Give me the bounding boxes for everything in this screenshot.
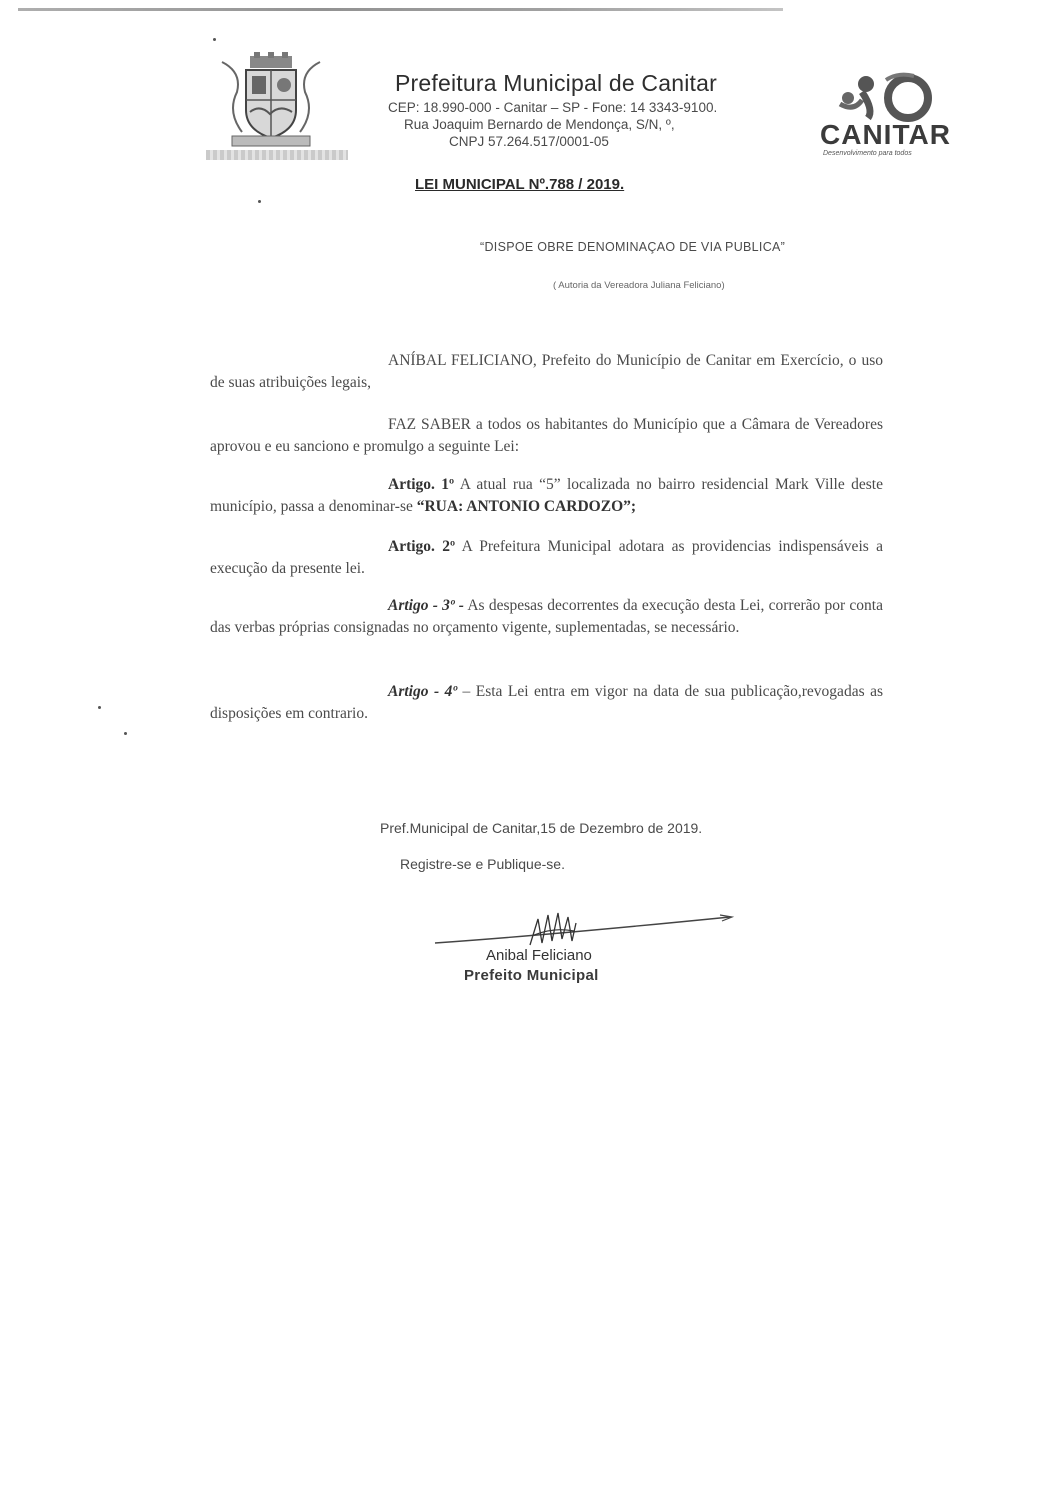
article-1-label: Artigo. 1º (388, 476, 455, 493)
scan-top-border (18, 8, 783, 11)
law-ementa: “DISPOE OBRE DENOMINAÇAO DE VIA PUBLICA” (480, 240, 786, 254)
article-3-label: Artigo - 3º - (388, 597, 464, 614)
article-2-label: Artigo. 2º (388, 538, 456, 555)
article-1-text: A atual rua “5” localizada no bairro residencial Mark Ville deste município, passa a denominar-se (210, 476, 883, 515)
faz-saber-paragraph: FAZ SABER a todos os habitantes do Município que a Câmara de Vereadores aprovou e eu sanciono e promulgo a seguinte Lei: (210, 416, 883, 455)
article-1 (210, 474, 883, 518)
logo-wordmark: CANITAR (820, 119, 951, 150)
municipality-title: Prefeitura Municipal de Canitar (395, 70, 717, 96)
signing-date: Pref.Municipal de Canitar,15 de Dezembro de 2019. (380, 820, 703, 836)
article-2 (210, 536, 883, 580)
registre-publique: Registre-se e Publique-se. (400, 856, 565, 872)
header-address: Rua Joaquim Bernardo de Mendonça, S/N, º, (404, 117, 675, 132)
article-3 (210, 595, 883, 639)
scan-speck (124, 732, 127, 735)
law-title: LEI MUNICIPAL Nº.788 / 2019. (415, 176, 625, 193)
header-cep-phone: CEP: 18.990-000 - Canitar – SP - Fone: 14 3343-9100. (388, 100, 718, 115)
preamble-paragraph: ANÍBAL FELICIANO, Prefeito do Município de Canitar em Exercício, o uso de suas atribuições legais, (210, 352, 883, 391)
street-name: “RUA: ANTONIO CARDOZO”; (416, 498, 637, 515)
article-4-label: Artigo - 4º (388, 683, 458, 700)
crest-banner (206, 150, 348, 160)
scan-speck (98, 706, 101, 709)
signer-role: Prefeito Municipal (464, 967, 599, 984)
logo-tagline: Desenvolvimento para todos (823, 150, 912, 157)
municipal-coat-of-arms-icon (212, 52, 330, 152)
scan-speck (213, 38, 216, 41)
signer-name: Anibal Feliciano (486, 947, 592, 964)
article-4 (210, 681, 883, 725)
scan-speck (258, 200, 261, 203)
article-3-text: As despesas decorrentes da execução desta Lei, correrão por conta das verbas próprias consignadas no orçamento vigente, suplementadas, se necessário. (210, 597, 883, 636)
article-2-text: A Prefeitura Municipal adotara as providencias indispensáveis a execução da presente lei. (210, 538, 883, 577)
header-cnpj: CNPJ 57.264.517/0001-05 (449, 134, 609, 149)
law-authorship: ( Autoria da Vereadora Juliana Feliciano) (553, 280, 725, 291)
article-4-text: – Esta Lei entra em vigor na data de sua publicação,revogadas as disposições em contrario. (210, 683, 883, 722)
